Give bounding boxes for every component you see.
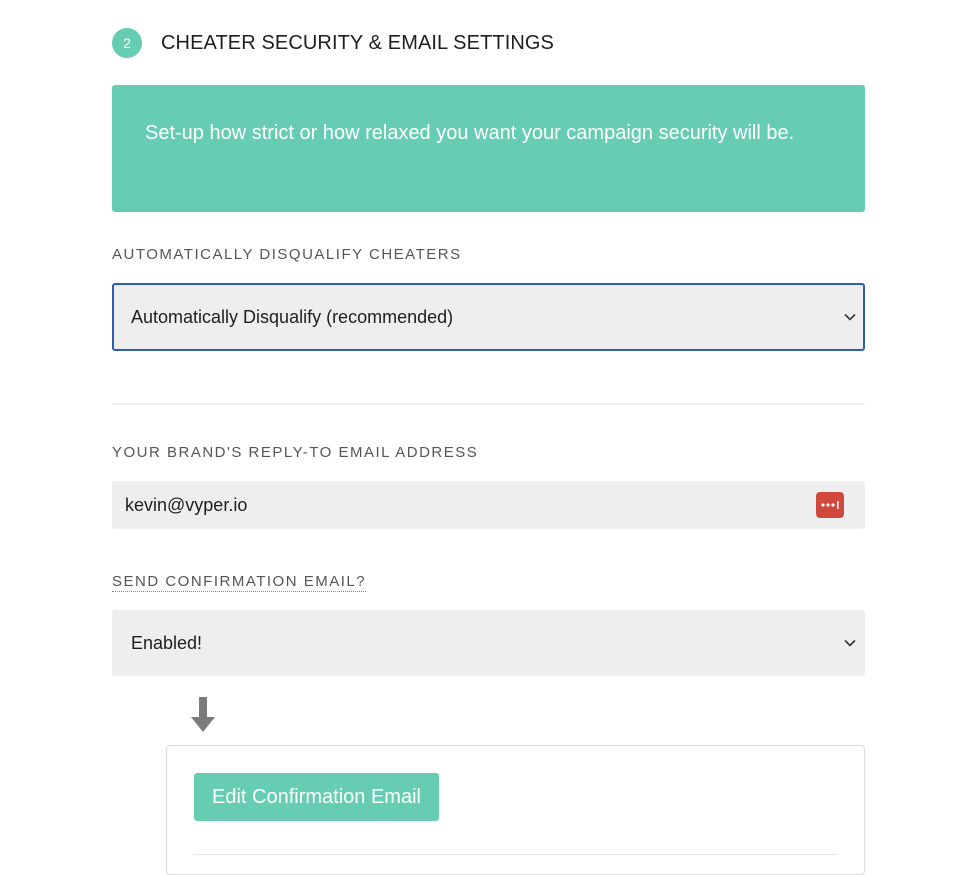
confirmation-email-card bbox=[166, 745, 865, 875]
confirmation-email-select[interactable] bbox=[112, 610, 865, 676]
chevron-down-icon bbox=[843, 310, 857, 324]
confirmation-selected-value: Enabled! bbox=[131, 632, 203, 653]
arrow-down-icon bbox=[190, 697, 216, 733]
reply-to-email-value: kevin@vyper.io bbox=[125, 494, 248, 515]
info-banner bbox=[112, 85, 865, 212]
info-banner-text: Set-up how strict or how relaxed you want your campaign security will be. bbox=[145, 122, 795, 144]
step-number-badge: 2 bbox=[112, 28, 142, 58]
chevron-down-icon bbox=[843, 636, 857, 650]
disqualify-select[interactable] bbox=[112, 283, 865, 351]
section-title: CHEATER SECURITY & EMAIL SETTINGS bbox=[161, 31, 554, 54]
password-manager-icon[interactable] bbox=[816, 492, 844, 518]
section-header bbox=[112, 28, 554, 58]
card-divider bbox=[194, 854, 837, 855]
reply-to-label: YOUR BRAND'S REPLY-TO EMAIL ADDRESS bbox=[112, 444, 479, 461]
disqualify-selected-value: Automatically Disqualify (recommended) bbox=[131, 306, 454, 327]
disqualify-label: AUTOMATICALLY DISQUALIFY CHEATERS bbox=[112, 246, 462, 263]
section-divider bbox=[112, 403, 865, 405]
reply-to-email-input[interactable] bbox=[112, 481, 865, 529]
confirmation-email-label[interactable]: SEND CONFIRMATION EMAIL? bbox=[112, 573, 367, 590]
edit-confirmation-email-button[interactable]: Edit Confirmation Email bbox=[194, 773, 439, 821]
